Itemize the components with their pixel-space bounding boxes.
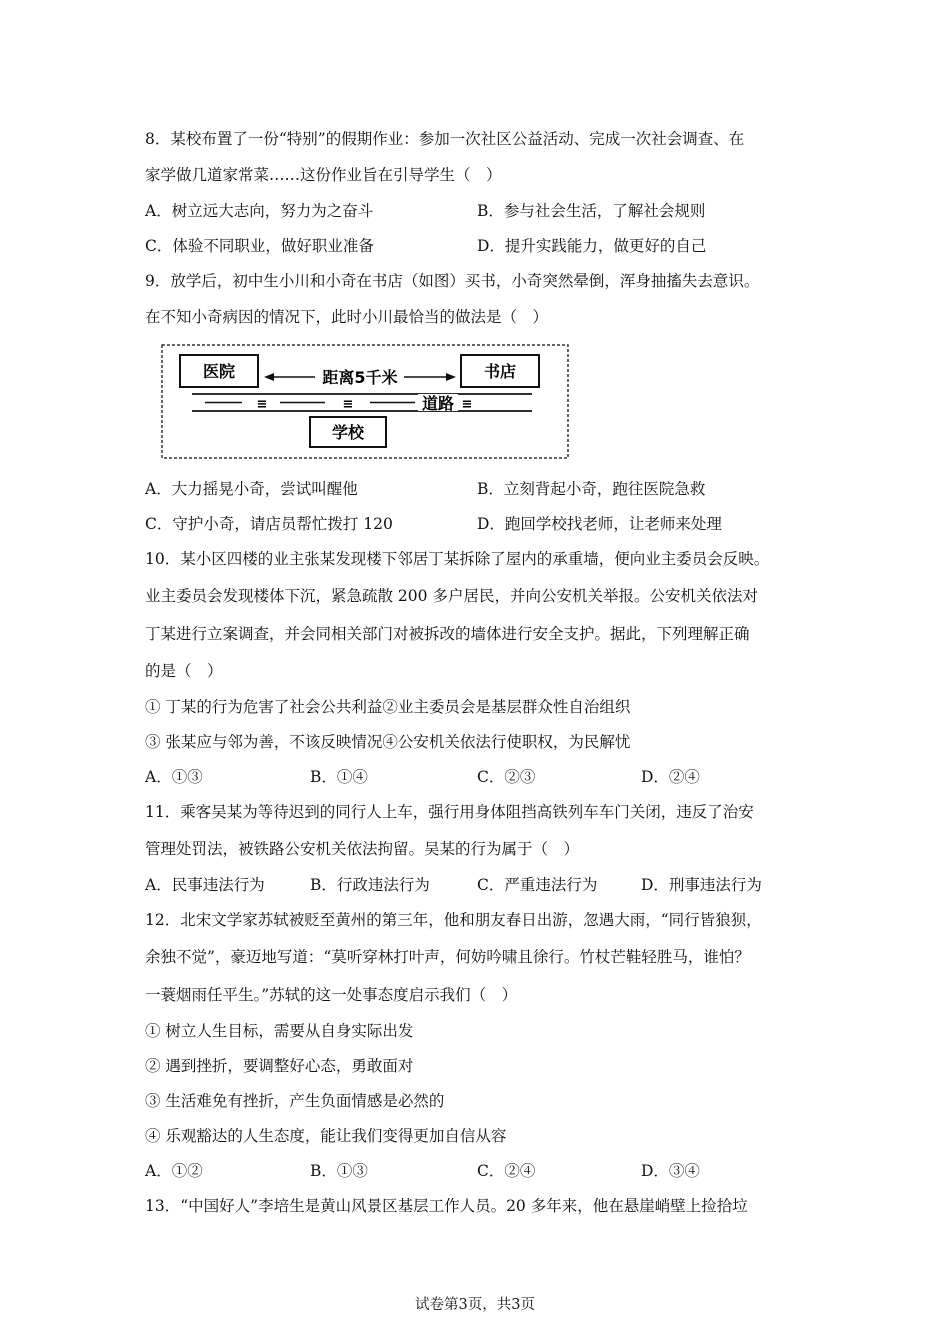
q8-option-c: C．体验不同职业，做好职业准备: [145, 237, 374, 255]
page-footer: 试卷第3页，共3页: [415, 1297, 535, 1313]
crosswalk-icon: ≡: [461, 397, 473, 412]
q10-stem-line-1: 10．某小区四楼的业主张某发现楼下邻居丁某拆除了屋内的承重墙，便向业主委员会反映。: [145, 550, 770, 568]
q8-stem-line-2: 家学做几道家常菜……这份作业旨在引导学生（ ）: [145, 166, 502, 184]
q12-option-d: D．③④: [641, 1162, 700, 1180]
q8-option-b: B．参与社会生活，了解社会规则: [477, 202, 706, 220]
q9-option-d: D．跑回学校找老师，让老师来处理: [477, 515, 722, 533]
q8-stem-line-1: 8．某校布置了一份“特别”的假期作业：参加一次社区公益活动、完成一次社会调查、在: [145, 130, 745, 148]
q11-stem-line-2: 管理处罚法，被铁路公安机关依法拘留。吴某的行为属于（ ）: [145, 840, 580, 858]
q10-stem-line-4: 的是（ ）: [145, 662, 223, 680]
q12-option-b: B．①③: [310, 1162, 368, 1180]
q11-option-d: D．刑事违法行为: [641, 876, 762, 894]
school-label: 学校: [331, 423, 365, 442]
q9-stem-line-2: 在不知小奇病因的情况下，此时小川最恰当的做法是（ ）: [145, 308, 549, 326]
road-label: 道路: [421, 394, 455, 413]
q9-option-b: B．立刻背起小奇，跑往医院急救: [477, 480, 706, 498]
q10-stem-line-3: 丁某进行立案调查，并会同相关部门对被拆改的墙体进行安全支护。据此，下列理解正确: [145, 625, 750, 643]
q12-statement-3: ③ 生活难免有挫折，产生负面情感是必然的: [145, 1092, 445, 1110]
bookstore-label: 书店: [483, 362, 517, 381]
q12-stem-line-3: 一蓑烟雨任平生。”苏轼的这一处事态度启示我们（ ）: [145, 986, 518, 1004]
q9-option-c: C．守护小奇，请店员帮忙拨打 120: [145, 515, 393, 533]
q10-option-b: B．①④: [310, 768, 368, 786]
q9-option-a: A．大力摇晃小奇，尝试叫醒他: [145, 480, 358, 498]
q12-stem-line-2: 余独不觉”，豪迈地写道：“莫听穿林打叶声，何妨吟啸且徐行。竹杖芒鞋轻胜马，谁怕？: [145, 948, 750, 966]
q10-option-a: A．①③: [145, 768, 203, 786]
q10-statement-1-2: ① 丁某的行为危害了社会公共利益②业主委员会是基层群众性自治组织: [145, 698, 631, 716]
crosswalk-icon: ≡: [342, 397, 354, 412]
q11-option-a: A．民事违法行为: [145, 876, 265, 894]
crosswalk-icon: ≡: [256, 397, 268, 412]
q10-statement-3-4: ③ 张某应与邻为善，不该反映情况④公安机关依法行使职权，为民解忧: [145, 733, 631, 751]
q8-option-d: D．提升实践能力，做更好的自己: [477, 237, 707, 255]
hospital-label: 医院: [202, 362, 236, 381]
q11-stem-line-1: 11．乘客吴某为等待迟到的同行人上车，强行用身体阻挡高铁列车车门关闭，违反了治安: [145, 803, 754, 821]
q9-stem-line-1: 9．放学后，初中生小川和小奇在书店（如图）买书，小奇突然晕倒，浑身抽搐失去意识。: [145, 272, 760, 290]
q8-option-a: A．树立远大志向，努力为之奋斗: [145, 202, 374, 220]
q12-statement-4: ④ 乐观豁达的人生态度，能让我们变得更加自信从容: [145, 1127, 507, 1145]
q12-statement-1: ① 树立人生目标，需要从自身实际出发: [145, 1022, 414, 1040]
q12-option-a: A．①②: [145, 1162, 203, 1180]
q12-option-c: C．②④: [477, 1162, 536, 1180]
distance-label: 距离5千米: [322, 368, 398, 387]
q11-option-c: C．严重违法行为: [477, 876, 598, 894]
q10-option-c: C．②③: [477, 768, 536, 786]
q10-stem-line-2: 业主委员会发现楼体下沉，紧急疏散 200 多户居民，并向公安机关举报。公安机关依法对: [145, 587, 758, 605]
q12-statement-2: ② 遇到挫折，要调整好心态，勇敢面对: [145, 1057, 414, 1075]
q11-option-b: B．行政违法行为: [310, 876, 430, 894]
q13-stem-line-1: 13．“中国好人”李培生是黄山风景区基层工作人员。20 多年来，他在悬崖峭壁上捡拾垃: [145, 1197, 748, 1215]
distance-arrow-left-head: [264, 373, 274, 381]
q10-option-d: D．②④: [641, 768, 700, 786]
q9-map-diagram: [160, 343, 572, 461]
q12-stem-line-1: 12．北宋文学家苏轼被贬至黄州的第三年，他和朋友春日出游，忽遇大雨，“同行皆狼狈，: [145, 911, 762, 929]
distance-arrow-right-head: [446, 373, 456, 381]
